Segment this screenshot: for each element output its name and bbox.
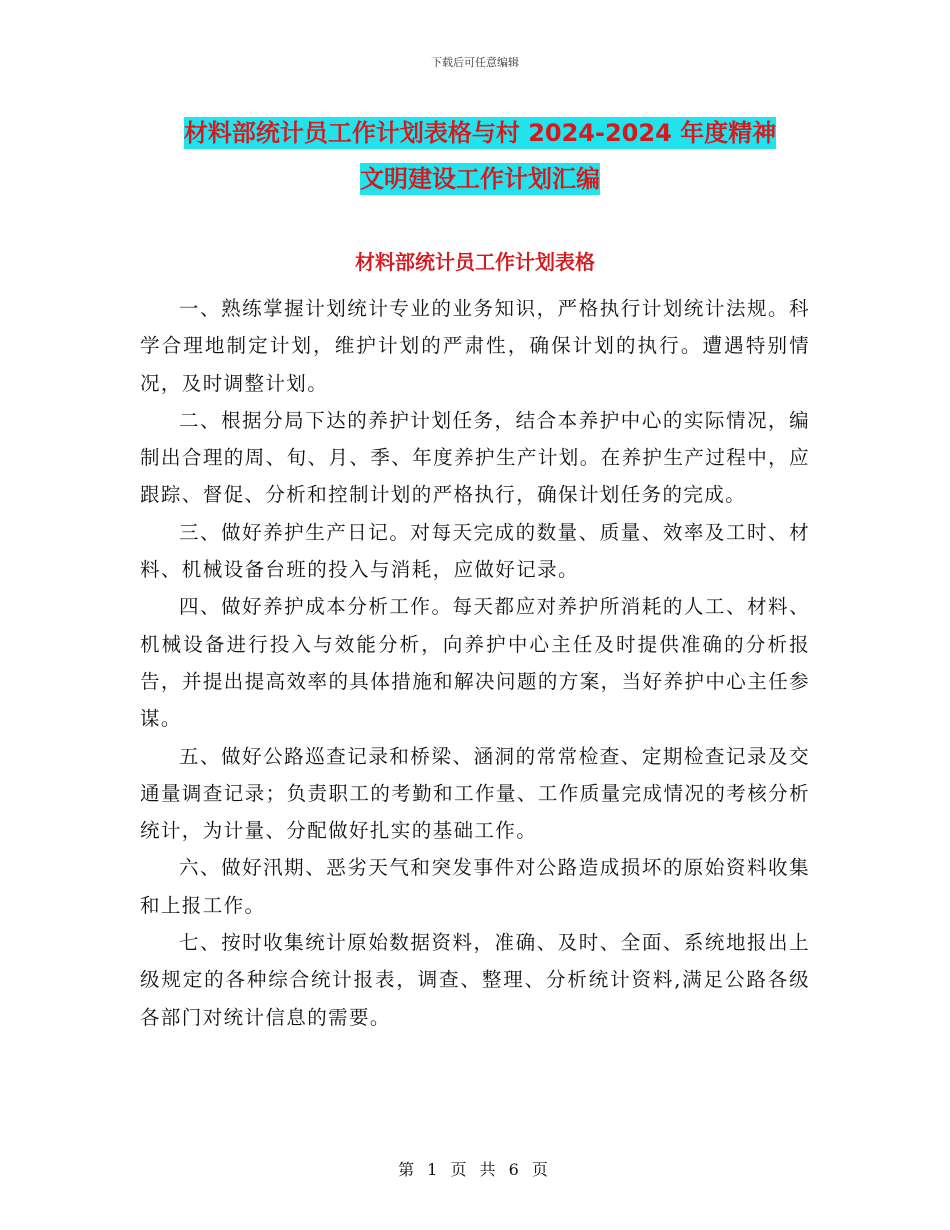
- section-heading: 材料部统计员工作计划表格: [355, 250, 595, 274]
- page-footer: 第 1 页 共 6 页: [398, 1160, 552, 1179]
- paragraph-1: 一、熟练掌握计划统计专业的业务知识，严格执行计划统计法规。科学合理地制定计划，维护计划的严肃性，确保计划的执行。遭遇特别情况，及时调整计划。: [140, 297, 810, 395]
- page-header: 下载后可任意编辑: [431, 56, 519, 69]
- paragraph-2: 二、根据分局下达的养护计划任务，结合本养护中心的实际情况，编制出合理的周、旬、月、季、年度养护生产计划。在养护生产过程中，应跟踪、督促、分析和控制计划的严格执行，确保计划任务的完成。: [140, 408, 810, 507]
- paragraph-3: 三、做好养护生产日记。对每天完成的数量、质量、效率及工时、材料、机械设备台班的投入与消耗，应做好记录。: [140, 520, 810, 582]
- body-text: [140, 290, 810, 1036]
- paragraph-4: 四、做好养护成本分析工作。每天都应对养护所消耗的人工、材料、机械设备进行投入与效能分析，向养护中心主任及时提供准确的分析报告，并提出提高效率的具体措施和解决问题的方案，当好养护中心主任参谋。: [140, 595, 810, 731]
- paragraph-7: 七、按时收集统计原始数据资料，准确、及时、全面、系统地报出上级规定的各种综合统计报表，调查、整理、分析统计资料,满足公路各级各部门对统计信息的需要。: [140, 931, 810, 1029]
- document-title: [140, 110, 820, 202]
- paragraph-5: 五、做好公路巡查记录和桥梁、涵洞的常常检查、定期检查记录及交通量调查记录；负责职工的考勤和工作量、工作质量完成情况的考核分析统计，为计量、分配做好扎实的基础工作。: [140, 744, 810, 843]
- title-line-1: 材料部统计员工作计划表格与村 2024-2024 年度精神: [183, 119, 777, 147]
- title-line-2: 文明建设工作计划汇编: [360, 165, 600, 193]
- paragraph-6: 六、做好汛期、恶劣天气和突发事件对公路造成损坏的原始资料收集和上报工作。: [140, 856, 810, 917]
